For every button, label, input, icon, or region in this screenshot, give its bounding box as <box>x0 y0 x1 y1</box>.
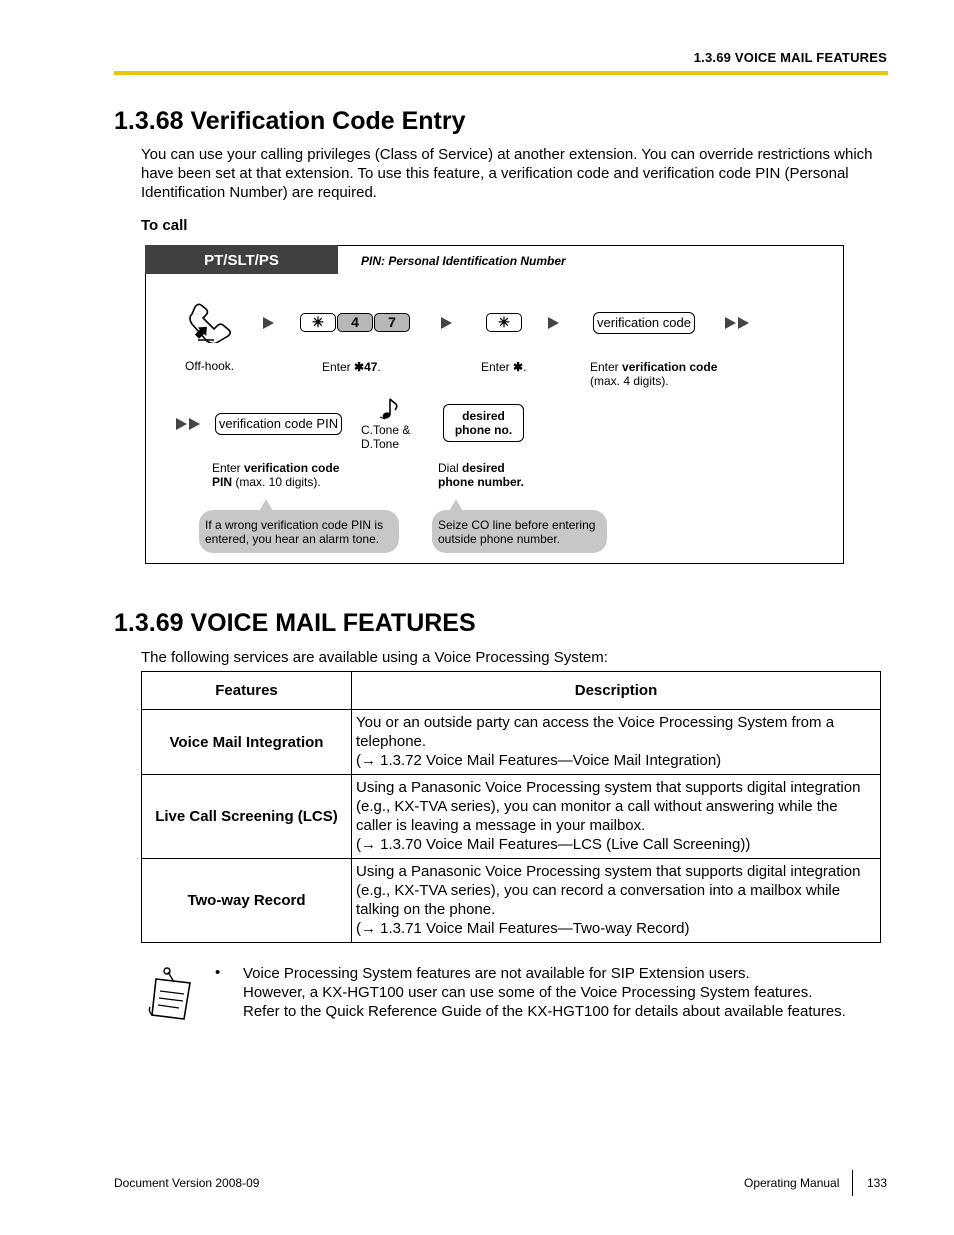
cross-reference-link[interactable]: (→ 1.3.72 Voice Mail Features—Voice Mail Integration) <box>356 752 722 769</box>
step-arrow-icon <box>263 317 274 329</box>
to-call-subheading: To call <box>141 217 188 234</box>
cross-reference-link[interactable]: (→ 1.3.70 Voice Mail Features—LCS (Live Call Screening)) <box>356 836 751 853</box>
description-line: You or an outside party can access the Voice Processing System from a <box>356 714 835 731</box>
bubble-text: outside phone number. <box>438 532 561 546</box>
table-row <box>142 859 881 943</box>
caption-text: Enter <box>322 360 355 374</box>
caption-text: . <box>523 360 527 374</box>
step-arrow-icon <box>548 317 559 329</box>
intro-line: have been set at that extension. To use this feature, a verification code and verification code PIN (Personal <box>141 165 849 182</box>
section-69-heading: 1.3.69 VOICE MAIL FEATURES <box>114 609 476 637</box>
star-key: ✳ <box>486 313 522 332</box>
page-number: 133 <box>867 1176 888 1190</box>
step-arrow-icon <box>441 317 452 329</box>
double-arrow-icon <box>176 418 187 430</box>
double-arrow-icon <box>189 418 200 430</box>
device-tag: PT/SLT/PS <box>145 245 338 274</box>
description-cell <box>352 710 881 775</box>
voice-mail-features-table <box>141 671 881 943</box>
caption-text: (max. 4 digits). <box>590 374 669 388</box>
note-line: Voice Processing System features are not available for SIP Extension users. <box>243 965 750 982</box>
table-row <box>142 710 881 775</box>
caption-text: Enter <box>590 360 623 374</box>
caption-bold: ✱ <box>513 360 524 374</box>
note-text <box>243 964 893 1021</box>
caption-text: Enter <box>212 461 245 475</box>
key-4: 4 <box>337 313 373 332</box>
document-version: Document Version 2008-09 <box>114 1176 260 1190</box>
bubble-text: If a wrong verification code PIN is <box>205 518 384 532</box>
step5-caption <box>212 461 339 489</box>
note-bullet: • <box>215 964 221 981</box>
caption-bold: ✱47 <box>354 360 378 374</box>
caption-text: Dial <box>438 461 463 475</box>
section-68-heading: 1.3.68 Verification Code Entry <box>114 107 466 135</box>
step6-caption <box>438 461 524 489</box>
section-69-intro: The following services are available using a Voice Processing System: <box>141 649 608 666</box>
feature-cell: Voice Mail Integration <box>142 710 352 775</box>
description-cell <box>352 859 881 943</box>
desired-phone-number-box <box>443 404 524 442</box>
caption-text: C.Tone & <box>361 423 411 437</box>
table-row <box>142 775 881 859</box>
description-line: telephone. <box>356 733 427 750</box>
table-header-row <box>142 672 881 710</box>
pin-note: PIN: Personal Identification Number <box>361 254 566 268</box>
caption-text: D.Tone <box>361 437 400 451</box>
note-pad-icon <box>146 965 196 1023</box>
tone-caption <box>361 423 410 451</box>
intro-line: You can use your calling privileges (Class of Service) at another extension. You can override restrictions which <box>141 146 873 163</box>
description-cell <box>352 775 881 859</box>
description-line: caller is leaving a message in your mailbox. <box>356 817 646 834</box>
alarm-tone-note-bubble <box>199 510 399 553</box>
box-text: desired <box>462 409 505 423</box>
step1-caption: Off-hook. <box>185 359 235 373</box>
column-header: Features <box>142 672 352 710</box>
caption-text: Enter <box>481 360 514 374</box>
caption-bold: verification code <box>244 461 340 475</box>
tone-note-icon <box>378 396 400 422</box>
box-text: phone no. <box>454 423 513 437</box>
note-line: However, a KX-HGT100 user can use some of the Voice Processing System features. <box>243 984 813 1001</box>
bubble-text: Seize CO line before entering <box>438 518 596 532</box>
description-line: Using a Panasonic Voice Processing system that supports digital integration <box>356 863 861 880</box>
seize-co-line-note-bubble <box>432 510 607 553</box>
manual-name: Operating Manual <box>744 1176 840 1190</box>
feature-cell: Live Call Screening (LCS) <box>142 775 352 859</box>
running-header: 1.3.69 VOICE MAIL FEATURES <box>693 50 887 65</box>
key-7: 7 <box>374 313 410 332</box>
description-line: Using a Panasonic Voice Processing system that supports digital integration <box>356 779 861 796</box>
caption-text: (max. 10 digits). <box>232 475 321 489</box>
star-key: ✳ <box>300 313 336 332</box>
description-line: talking on the phone. <box>356 901 496 918</box>
cross-reference-link[interactable]: (→ 1.3.71 Voice Mail Features—Two-way Record) <box>356 920 690 937</box>
verification-code-pin-box: verification code PIN <box>215 413 342 435</box>
caption-text: . <box>377 360 381 374</box>
note-line: Refer to the Quick Reference Guide of the KX-HGT100 for details about available features. <box>243 1003 846 1020</box>
caption-bold: phone number. <box>438 475 525 489</box>
step2-caption <box>322 360 381 374</box>
description-line: (e.g., KX-TVA series), you can record a conversation into a mailbox while <box>356 882 841 899</box>
caption-bold: verification code <box>622 360 718 374</box>
description-line: (e.g., KX-TVA series), you can monitor a call without answering while the <box>356 798 838 815</box>
step4-caption <box>590 360 717 388</box>
step3-caption <box>481 360 526 374</box>
footer-divider <box>852 1170 853 1196</box>
header-rule <box>114 71 888 75</box>
verification-code-box: verification code <box>593 312 695 334</box>
section-68-intro <box>141 145 901 202</box>
double-arrow-icon <box>725 317 736 329</box>
column-header: Description <box>352 672 881 710</box>
caption-bold: desired <box>462 461 505 475</box>
off-hook-icon <box>184 303 234 343</box>
double-arrow-icon <box>738 317 749 329</box>
bubble-text: entered, you hear an alarm tone. <box>205 532 380 546</box>
feature-cell: Two-way Record <box>142 859 352 943</box>
caption-bold: PIN <box>212 475 233 489</box>
intro-line: Identification Number) are required. <box>141 184 377 201</box>
